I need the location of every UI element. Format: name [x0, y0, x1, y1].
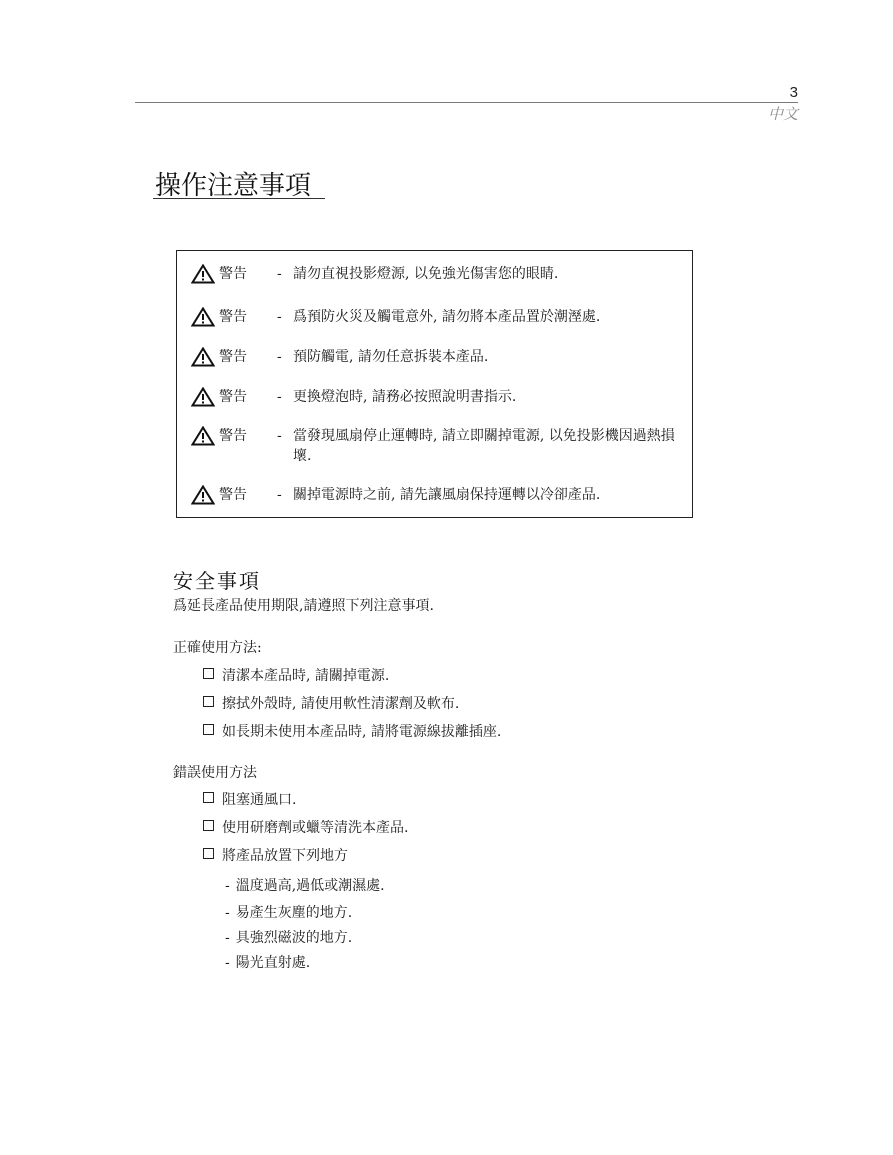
list-item-text: 清潔本產品時, 請關掉電源.	[222, 668, 390, 684]
list-item	[203, 722, 501, 742]
warning-text: 更換燈泡時, 請務必按照說明書指示.	[293, 389, 517, 405]
list-item-text: 擦拭外殼時, 請使用軟性清潔劑及軟布.	[222, 696, 460, 712]
title-underline	[153, 198, 325, 199]
place-text: 易產生灰塵的地方.	[235, 905, 353, 921]
correct-usage-heading: 正確使用方法:	[173, 640, 262, 656]
warning-dash: -	[277, 349, 282, 365]
list-item-text: 阻塞通風口.	[222, 792, 297, 808]
place-text: 具強烈磁波的地方.	[235, 930, 353, 946]
list-item-text: 如長期未使用本產品時, 請將電源線拔離插座.	[222, 724, 502, 740]
list-item-text: 將產品放置下列地方	[222, 848, 348, 864]
warning-triangle-icon	[191, 347, 215, 367]
warning-text: 當發現風扇停止運轉時, 請立即關掉電源, 以免投影機因過熱損壞.	[293, 428, 675, 464]
warning-dash: -	[277, 266, 282, 282]
list-item-text: 使用研磨劑或蠟等清洗本產品.	[222, 820, 409, 836]
warning-dash: -	[277, 389, 282, 405]
warning-triangle-icon	[191, 485, 215, 505]
warning-label: 警告	[219, 487, 247, 503]
warning-text: 預防觸電, 請勿任意拆裝本產品.	[293, 349, 489, 365]
place-text: 溫度過高,過低或潮濕處.	[235, 878, 385, 894]
place-item	[225, 903, 352, 923]
warning-box	[176, 250, 693, 518]
warning-dash: -	[277, 309, 282, 325]
warning-dash: -	[277, 487, 282, 503]
place-text: 陽光直射處.	[235, 955, 311, 971]
checkbox-icon	[203, 820, 214, 831]
place-item	[225, 876, 385, 896]
safety-intro: 爲延長產品使用期限,請遵照下列注意事項.	[173, 598, 434, 614]
warning-triangle-icon	[191, 264, 215, 284]
list-item	[203, 790, 296, 810]
list-item	[203, 818, 408, 838]
warning-text: 請勿直視投影燈源, 以免強光傷害您的眼睛.	[293, 266, 559, 282]
warning-text: 爲預防火災及觸電意外, 請勿將本產品置於潮溼處.	[293, 309, 601, 325]
place-item	[225, 928, 352, 948]
header-rule	[135, 102, 798, 103]
page-number: 3	[789, 84, 798, 101]
warning-triangle-icon	[191, 387, 215, 407]
warning-triangle-icon	[191, 307, 215, 327]
wrong-usage-heading: 錯誤使用方法	[173, 765, 257, 781]
list-item	[203, 666, 389, 686]
dash-marker: -	[225, 905, 230, 921]
checkbox-icon	[203, 792, 214, 803]
dash-marker: -	[225, 878, 230, 894]
warning-dash: -	[277, 428, 282, 444]
language-label: 中文	[767, 105, 798, 123]
list-item	[203, 846, 348, 866]
page-title: 操作注意事項	[155, 171, 312, 201]
safety-section-title: 安全事項	[173, 569, 261, 593]
warning-label: 警告	[219, 309, 247, 325]
dash-marker: -	[225, 930, 230, 946]
checkbox-icon	[203, 696, 214, 707]
checkbox-icon	[203, 724, 214, 735]
checkbox-icon	[203, 848, 214, 859]
place-item	[225, 953, 310, 973]
warning-triangle-icon	[191, 426, 215, 446]
warning-label: 警告	[219, 266, 247, 282]
dash-marker: -	[225, 955, 230, 971]
checkbox-icon	[203, 668, 214, 679]
warning-label: 警告	[219, 349, 247, 365]
list-item	[203, 694, 459, 714]
warning-label: 警告	[219, 389, 247, 405]
warning-label: 警告	[219, 428, 247, 444]
warning-text: 關掉電源時之前, 請先讓風扇保持運轉以冷卻產品.	[293, 487, 601, 503]
